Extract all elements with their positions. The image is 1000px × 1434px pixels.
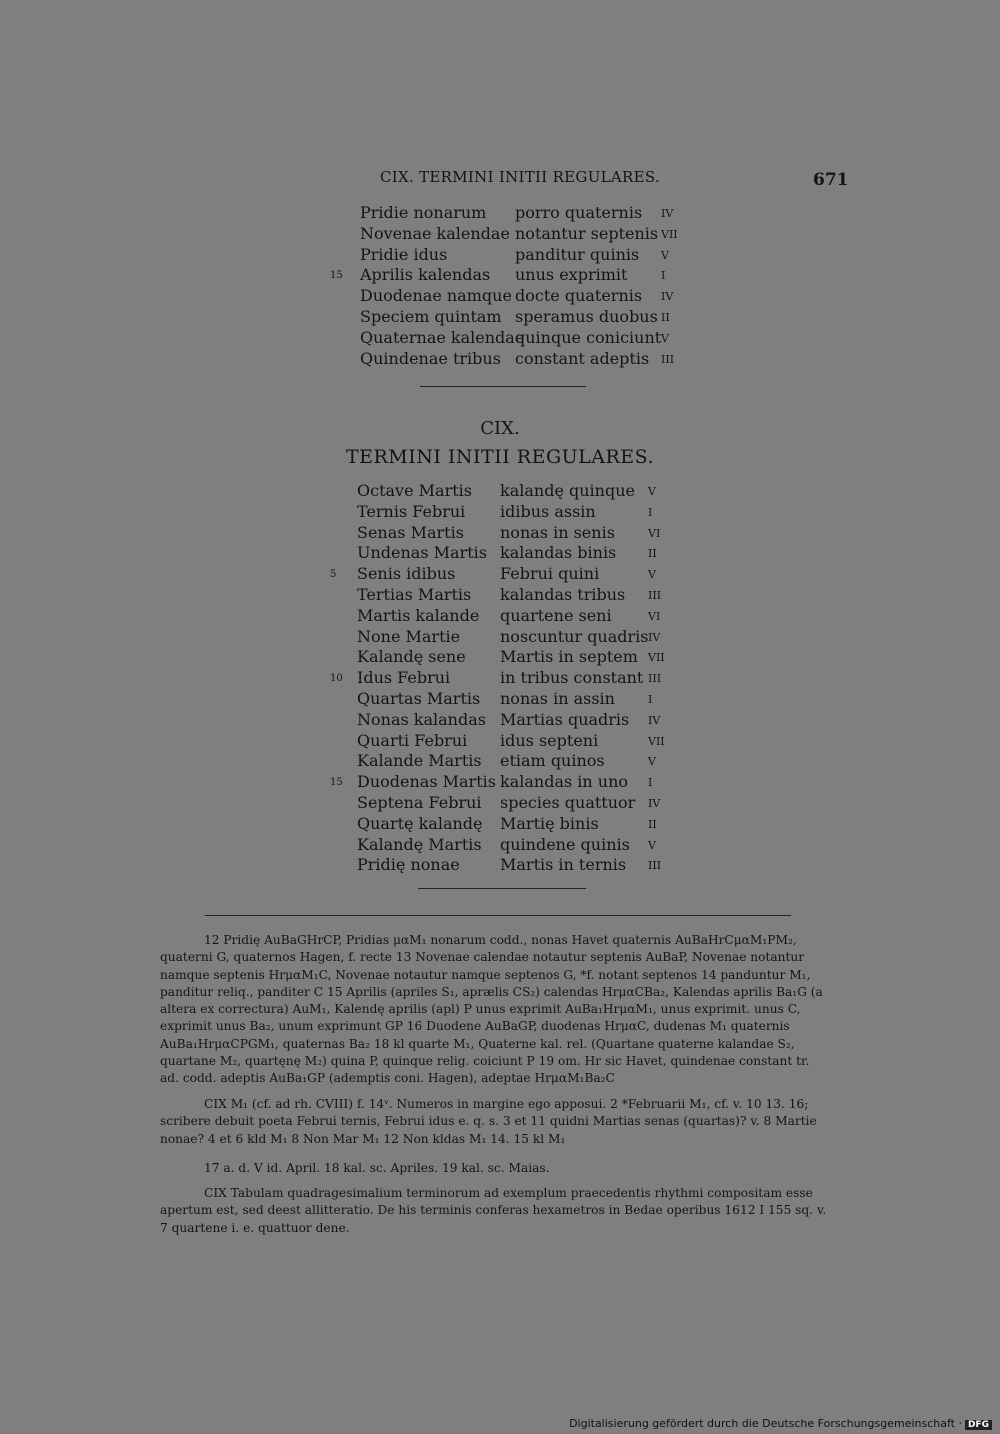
line-number: 5 bbox=[330, 569, 337, 581]
verse-second-half: panditur quinis bbox=[515, 244, 640, 264]
verse-line bbox=[0, 523, 1000, 544]
verse-first-half: Speciem quintam bbox=[360, 307, 502, 326]
verse-numeral: II bbox=[648, 817, 657, 831]
verse-line bbox=[0, 502, 1000, 523]
verse-numeral: I bbox=[648, 505, 653, 519]
verse-numeral: I bbox=[648, 776, 653, 790]
verse-second-half: Martię binis bbox=[500, 813, 599, 833]
running-head: CIX. TERMINI INITII REGULARES. bbox=[380, 168, 660, 186]
verse-second-half: Martis in ternis bbox=[500, 855, 627, 875]
verse-numeral: I bbox=[661, 269, 666, 283]
apparatus-block bbox=[160, 1160, 832, 1177]
verse-numeral: II bbox=[661, 311, 670, 324]
verse-second-half: noscuntur quadris bbox=[500, 626, 649, 646]
verse-line bbox=[0, 689, 1000, 710]
verse-numeral: III bbox=[648, 672, 662, 686]
verse-first-half: Ternis Februi bbox=[357, 501, 466, 521]
line-number: 15 bbox=[330, 270, 343, 282]
verse-line bbox=[0, 772, 1000, 793]
verse-second-half: in tribus constant bbox=[500, 668, 644, 688]
verse-second-half: Martis in septem bbox=[500, 647, 638, 667]
verse-numeral: V bbox=[661, 248, 669, 262]
verse-second-half: Februi quini bbox=[500, 564, 600, 584]
verse-second-half: speramus duobus bbox=[515, 307, 658, 326]
divider bbox=[418, 888, 586, 889]
verse-line bbox=[0, 855, 1000, 876]
apparatus-dates: 17 a. d. V id. April. 18 kal. sc. Apriles. 19 kal. sc. Maias. bbox=[204, 1161, 550, 1175]
verse-first-half: Pridie idus bbox=[360, 244, 448, 264]
verse-numeral: IV bbox=[648, 713, 661, 727]
verse-second-half: constant adeptis bbox=[515, 348, 650, 368]
verse-second-half: kalandę quinque bbox=[500, 481, 635, 500]
verse-line bbox=[0, 793, 1000, 814]
verse-first-half: Septena Februi bbox=[357, 793, 482, 812]
dfg-logo: DFG bbox=[965, 1420, 992, 1430]
verse-first-half: Quaternae kalendae bbox=[360, 327, 525, 347]
verse-first-half: None Martie bbox=[357, 626, 461, 646]
verse-first-half: Pridie nonarum bbox=[360, 203, 487, 222]
verse-line bbox=[0, 710, 1000, 731]
verse-first-half: Duodenae namque bbox=[360, 286, 512, 306]
commentary: CIX Tabulam quadragesimalium terminorum ad exemplum praecedentis rhythmi compositam esse apertum est, sed deest allitteratio. De his terminis conferas hexametros in Bedae operibus 1612 I 155 sq. v. 7 quartene i. e. quattuor dene. bbox=[160, 1186, 827, 1235]
verse-first-half: Quarti Februi bbox=[357, 730, 468, 750]
verse-line bbox=[0, 543, 1000, 564]
line-number: 10 bbox=[330, 673, 343, 685]
footer-credit bbox=[569, 1417, 992, 1430]
section-number: CIX. bbox=[480, 418, 520, 439]
verse-numeral: III bbox=[648, 589, 662, 602]
apparatus-block bbox=[160, 1096, 832, 1148]
verse-line bbox=[0, 286, 1000, 307]
verse-second-half: nonas in assin bbox=[500, 689, 615, 708]
verse-numeral: V bbox=[648, 485, 656, 498]
apparatus-block bbox=[160, 1185, 832, 1237]
verse-first-half: Quartas Martis bbox=[357, 689, 481, 708]
verse-first-half: Nonas kalandas bbox=[357, 709, 486, 729]
verse-line bbox=[0, 481, 1000, 502]
verse-numeral: V bbox=[661, 331, 669, 345]
section-title: TERMINI INITII REGULARES. bbox=[345, 446, 655, 468]
verse-numeral: VI bbox=[648, 526, 661, 540]
verse-first-half: Tertias Martis bbox=[357, 585, 472, 604]
line-number: 15 bbox=[330, 777, 343, 789]
verse-line bbox=[0, 265, 1000, 286]
verse-second-half: species quattuor bbox=[500, 793, 636, 812]
verse-numeral: IV bbox=[661, 207, 674, 220]
verse-numeral: V bbox=[648, 568, 656, 582]
verse-numeral: VII bbox=[661, 227, 678, 241]
verse-second-half: quindene quinis bbox=[500, 834, 630, 854]
verse-line bbox=[0, 627, 1000, 648]
verse-second-half: kalandas in uno bbox=[500, 772, 629, 792]
verse-second-half: docte quaternis bbox=[515, 286, 643, 306]
verse-line bbox=[0, 731, 1000, 752]
verse-line bbox=[0, 224, 1000, 245]
verse-numeral: VI bbox=[648, 609, 661, 623]
verse-first-half: Octave Martis bbox=[357, 481, 472, 500]
verse-second-half: nonas in senis bbox=[500, 522, 615, 542]
verse-first-half: Martis kalande bbox=[357, 605, 480, 625]
verse-line bbox=[0, 814, 1000, 835]
verse-numeral: III bbox=[661, 352, 675, 366]
verse-line bbox=[0, 585, 1000, 606]
verse-first-half: Quartę kalandę bbox=[357, 813, 483, 833]
verse-second-half: unus exprimit bbox=[515, 265, 628, 285]
apparatus-criticus: 12 Pridię AuBaGHrCP, Pridias μαM₁ nonarum codd., nonas Havet quaternis AuBaHrCμαM₁PM₂, quaterni G, quaternos Hagen, f. recte 13 Novenae calendae notautur septenis AuBaP, Novenae notantur namque septenis HrμαM₁C, Novenae notautur namque septenos G, *f. notant septenos 14 panduntur M₁, panditur reliq., panditer C 15 Aprilis (apriles S₁, aprælis CS₂) calendas HrμαCBa₂, Kalendas aprilis Ba₁G (a altera ex correctura) AuM₁, Kalendę aprilis (apl) P unus exprimit AuBa₁HrμαM₁, unus exprimit. unus C, exprimit unus Ba₂, unum exprimunt GP 16 Duodene AuBaGP, duodenas HrμαC, dudenas M₁ quaternis AuBa₁HrμαCPGM₁, quaternas Ba₂ 18 kl quarte M₁, Quaterne kal. rel. (Quartane quaterne kalandae S₂, quartane M₂, quartęnę M₂) quina P, quinque relig. coiciunt P 19 om. Hr sic Havet, quindenae constant tr. ad. codd. adeptis AuBa₁GP (ademptis coni. Hagen), adeptae HrμαM₁Ba₂C bbox=[160, 933, 823, 1086]
page-number: 671 bbox=[813, 170, 849, 190]
verse-line bbox=[0, 203, 1000, 224]
apparatus-notes: CIX M₁ (cf. ad rh. CVIII) f. 14ᵛ. Numeros in margine ego apposui. 2 *Februarii M₁, cf. v. 10 13. 16; scribere debuit poeta Februi ternis, Februi idus e. q. s. 3 et 11 quidni Martias senas (quartas)? v. 8 Martie nonae? 4 et 6 kld M₁ 8 Non Mar M₁ 12 Non kldas M₁ 14. 15 kl M₁ bbox=[160, 1097, 817, 1146]
divider bbox=[420, 386, 586, 387]
verse-numeral: V bbox=[648, 838, 656, 852]
verse-first-half: Idus Februi bbox=[357, 668, 451, 688]
verse-second-half: kalandas binis bbox=[500, 543, 617, 563]
verse-second-half: idus septeni bbox=[500, 730, 599, 750]
verse-first-half: Kalande Martis bbox=[357, 751, 482, 771]
verse-line bbox=[0, 328, 1000, 349]
verse-numeral: VII bbox=[648, 651, 665, 665]
verse-first-half: Undenas Martis bbox=[357, 543, 487, 563]
verse-first-half: Pridię nonae bbox=[357, 855, 460, 875]
verse-first-half: Senas Martis bbox=[357, 522, 464, 542]
apparatus-block bbox=[160, 932, 832, 1088]
verse-second-half: etiam quinos bbox=[500, 751, 605, 771]
verse-numeral: II bbox=[648, 547, 657, 561]
apparatus-rule bbox=[205, 915, 791, 916]
verse-first-half: Kalandę sene bbox=[357, 647, 466, 667]
verse-second-half: Martias quadris bbox=[500, 709, 630, 729]
footer-text: Digitalisierung gefördert durch die Deutsche Forschungsgemeinschaft · bbox=[569, 1417, 962, 1430]
verse-second-half: idibus assin bbox=[500, 501, 596, 521]
verse-first-half: Kalandę Martis bbox=[357, 834, 482, 854]
verse-first-half: Duodenas Martis bbox=[357, 772, 496, 792]
verse-line bbox=[0, 668, 1000, 689]
verse-numeral: V bbox=[648, 755, 656, 769]
verse-line bbox=[0, 245, 1000, 266]
verse-first-half: Quindenae tribus bbox=[360, 348, 501, 368]
verse-first-half: Aprilis kalendas bbox=[360, 265, 491, 285]
verse-line bbox=[0, 647, 1000, 668]
verse-line bbox=[0, 307, 1000, 328]
verse-second-half: notantur septenis bbox=[515, 223, 659, 243]
verse-line bbox=[0, 835, 1000, 856]
verse-numeral: IV bbox=[661, 290, 674, 304]
verse-second-half: kalandas tribus bbox=[500, 585, 626, 604]
verse-line bbox=[0, 751, 1000, 772]
verse-first-half: Senis idibus bbox=[357, 564, 456, 584]
verse-numeral: III bbox=[648, 859, 662, 873]
verse-line bbox=[0, 349, 1000, 370]
verse-numeral: IV bbox=[648, 797, 661, 810]
verse-second-half: quinque coniciunt bbox=[515, 327, 662, 347]
verse-line bbox=[0, 564, 1000, 585]
verse-first-half: Novenae kalendae bbox=[360, 223, 510, 243]
verse-second-half: porro quaternis bbox=[515, 203, 643, 222]
verse-numeral: IV bbox=[648, 630, 661, 644]
verse-second-half: quartene seni bbox=[500, 605, 612, 625]
verse-line bbox=[0, 606, 1000, 627]
verse-numeral: I bbox=[648, 693, 653, 706]
verse-numeral: VII bbox=[648, 734, 665, 748]
